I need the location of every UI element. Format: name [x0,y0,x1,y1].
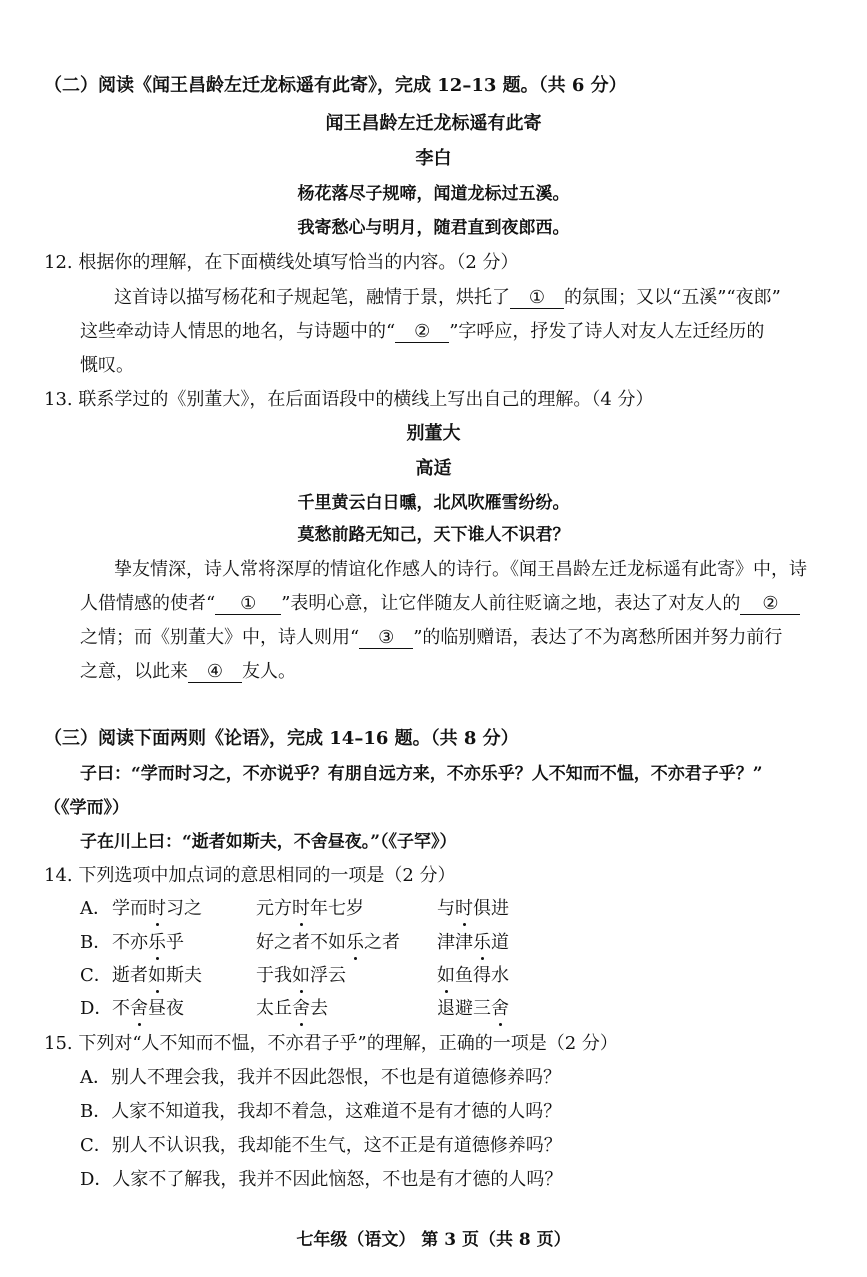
analects-quote: 子曰：“学而时习之，不亦说乎？有朋自远方来，不亦乐乎？人不知而不愠，不亦君子乎？” [80,764,763,784]
phrase-text: 去 [310,998,328,1019]
dotted-word: 乐 [473,932,491,953]
q13-text: 人借情感的使者“ [80,593,216,614]
phrase-text: 昼夜 [148,998,184,1019]
dotted-word: 如 [292,965,310,986]
dotted-word: 时 [455,898,473,919]
q13-text: 之意，以此来 [80,661,188,682]
question-14-stem: 14. 下列选项中加点词的意思相同的一项是（2 分） [44,865,456,886]
phrase-text: 斯夫 [166,965,202,986]
q14-phrase [437,964,509,988]
dotted-word: 如 [148,965,166,986]
q15-option-d[interactable]: D．人家不了解我，我并不因此恼怒，不也是有才德的人吗？ [80,1169,563,1190]
q14-option-label-b[interactable]: B． [80,932,112,953]
phrase-text: 退避三 [437,998,491,1019]
q14-phrase [437,931,509,955]
phrase-text: 太丘 [256,998,292,1019]
phrase-text: 好之者不如 [256,932,346,953]
q14-option-label-c[interactable]: C． [80,965,112,986]
dotted-word: 如 [437,965,455,986]
phrase-text: 于我 [256,965,292,986]
phrase-text: 俱进 [473,898,509,919]
poem-line: 莫愁前路无知己，天下谁人不识君？ [297,525,570,545]
question-12-stem: 12. 根据你的理解，在下面横线处填写恰当的内容。（2 分） [44,252,519,273]
q13-paragraph-line [80,592,800,616]
dotted-word: 舍 [292,998,310,1019]
q14-phrase [437,897,509,921]
q12-text: 这些牵动诗人情思的地名，与诗题中的“ [80,321,396,342]
poem-author: 高适 [415,458,452,479]
phrase-text: 津津 [437,932,473,953]
page-footer: 七年级（语文） 第 3 页（共 8 页） [296,1230,571,1250]
section-heading-2: （二）阅读《闻王昌龄左迁龙标遥有此寄》，完成 12–13 题。（共 6 分） [44,75,627,96]
phrase-text: 逝者 [112,965,148,986]
q14-phrase [112,897,202,921]
dotted-word: 乐 [346,932,364,953]
phrase-text: 习之 [166,898,202,919]
dotted-word: 舍 [130,998,148,1019]
q13-text: ”的临别赠语，表达了不为离愁所困并努力前行 [413,627,783,648]
answer-blank[interactable]: ② [395,322,449,343]
q12-text: ”字呼应，抒发了诗人对友人左迁经历的 [449,321,765,342]
phrase-text: 元方 [256,898,292,919]
phrase-text: 乎 [166,932,184,953]
phrase-text: 不亦 [112,932,148,953]
q14-option-label-a[interactable]: A． [80,898,111,919]
q13-text: 友人。 [242,661,296,682]
answer-blank[interactable]: ④ [188,662,242,683]
analects-source: （《学而》） [44,798,129,818]
poem-author: 李白 [415,148,452,169]
phrase-text: 与 [437,898,455,919]
q14-phrase [256,897,364,921]
q14-phrase [112,997,184,1021]
phrase-text: 学而 [112,898,148,919]
q13-text: 之情；而《别董大》中，诗人则用“ [80,627,360,648]
answer-blank[interactable]: ③ [359,628,413,649]
q14-phrase [256,931,400,955]
q12-paragraph-line: 慨叹。 [80,355,134,376]
poem-title: 别董大 [406,423,461,444]
q12-paragraph-line [80,320,764,344]
poem-line: 杨花落尽子规啼，闻道龙标过五溪。 [297,184,570,204]
phrase-text: 之者 [364,932,400,953]
q14-phrase [112,964,202,988]
poem-line: 我寄愁心与明月，随君直到夜郎西。 [297,218,570,238]
q15-option-a[interactable]: A．别人不理会我，我并不因此怨恨，不也是有道德修养吗？ [80,1067,561,1088]
section-heading-3: （三）阅读下面两则《论语》，完成 14–16 题。（共 8 分） [44,728,519,749]
dotted-word: 时 [292,898,310,919]
answer-blank[interactable]: ② [740,594,800,615]
q13-paragraph-line [80,660,296,684]
phrase-text: 浮云 [310,965,346,986]
poem-line: 千里黄云白日曛，北风吹雁雪纷纷。 [297,493,570,513]
question-13-stem: 13. 联系学过的《别董大》，在后面语段中的横线上写出自己的理解。（4 分） [44,389,654,410]
q12-paragraph-line [114,286,781,310]
q14-phrase [437,997,509,1021]
answer-blank[interactable]: ① [215,594,281,615]
poem-title: 闻王昌龄左迁龙标遥有此寄 [325,113,542,134]
q13-paragraph-line: 挚友情深，诗人常将深厚的情谊化作感人的诗行。《闻王昌龄左迁龙标遥有此寄》中，诗 [114,559,807,580]
phrase-text: 年七岁 [310,898,364,919]
phrase-text: 不 [112,998,130,1019]
dotted-word: 舍 [491,998,509,1019]
analects-quote: 子在川上曰：“逝者如斯夫，不舍昼夜。”（《子罕》） [80,832,457,852]
phrase-text: 道 [491,932,509,953]
question-15-stem: 15. 下列对“人不知而不愠，不亦君子乎”的理解，正确的一项是（2 分） [44,1033,618,1054]
q14-phrase [256,964,346,988]
q13-text: ”表明心意，让它伴随友人前往贬谪之地，表达了对友人的 [281,593,741,614]
q12-text: 的氛围；又以“五溪”“夜郎” [564,287,781,308]
q14-phrase [112,931,184,955]
q15-option-b[interactable]: B．人家不知道我，我却不着急，这难道不是有才德的人吗？ [80,1101,562,1122]
dotted-word: 时 [148,898,166,919]
answer-blank[interactable]: ① [510,288,564,309]
q15-option-c[interactable]: C．别人不认识我，我却能不生气，这不正是有道德修养吗？ [80,1135,562,1156]
dotted-word: 乐 [148,932,166,953]
q12-text: 这首诗以描写杨花和子规起笔，融情于景，烘托了 [114,287,510,308]
q13-paragraph-line [80,626,782,650]
q14-option-label-d[interactable]: D． [80,998,113,1019]
phrase-text: 鱼得水 [455,965,509,986]
q14-phrase [256,997,328,1021]
